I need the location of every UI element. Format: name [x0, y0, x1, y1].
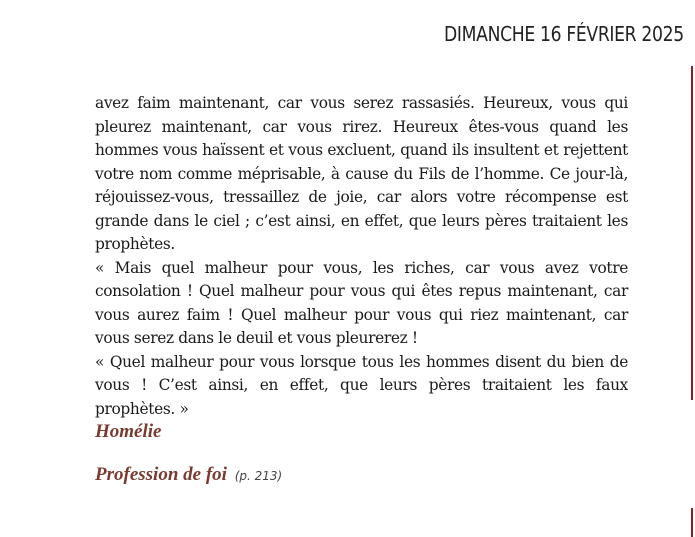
- page-date-header: DIMANCHE 16 FÉVRIER 2025: [444, 22, 684, 46]
- reading-paragraph: « Mais quel malheur pour vous, les riches, car vous avez votre consolation ! Quel malheur pour vous qui êtes repus maintenant, car vous aurez faim ! Quel malheur pour vous qui riez maintenant, car vous serez dans le deuil et vous pleurerez !: [95, 258, 628, 347]
- homily-heading-label: Homélie: [95, 421, 162, 442]
- homily-heading: [95, 421, 161, 443]
- margin-rule-bottom: [691, 508, 693, 537]
- reading-paragraph: « Quel malheur pour vous lorsque tous les hommes disent du bien de vous ! C’est ainsi, en effet, que leurs pères traitaient les faux prophètes. »: [95, 352, 628, 418]
- margin-rule-top: [691, 66, 693, 400]
- profession-of-faith-label: Profession de foi: [95, 464, 227, 485]
- gospel-reading-text: [95, 92, 628, 421]
- page-reference: (p. 213): [234, 469, 283, 483]
- reading-paragraph: avez faim maintenant, car vous serez rassasiés. Heureux, vous qui pleurez maintenant, car vous rirez. Heureux êtes-vous quand les hommes vous haïssent et vous excluent, quand ils insultent et rejettent votre nom comme méprisable, à cause du Fils de l’homme. Ce jour-là, réjouissez-vous, tressaillez de joie, car alors votre récompense est grande dans le ciel ; c’est ainsi, en effet, que leurs pères traitaient les prophètes.: [95, 94, 628, 253]
- profession-of-faith-heading: [95, 464, 282, 486]
